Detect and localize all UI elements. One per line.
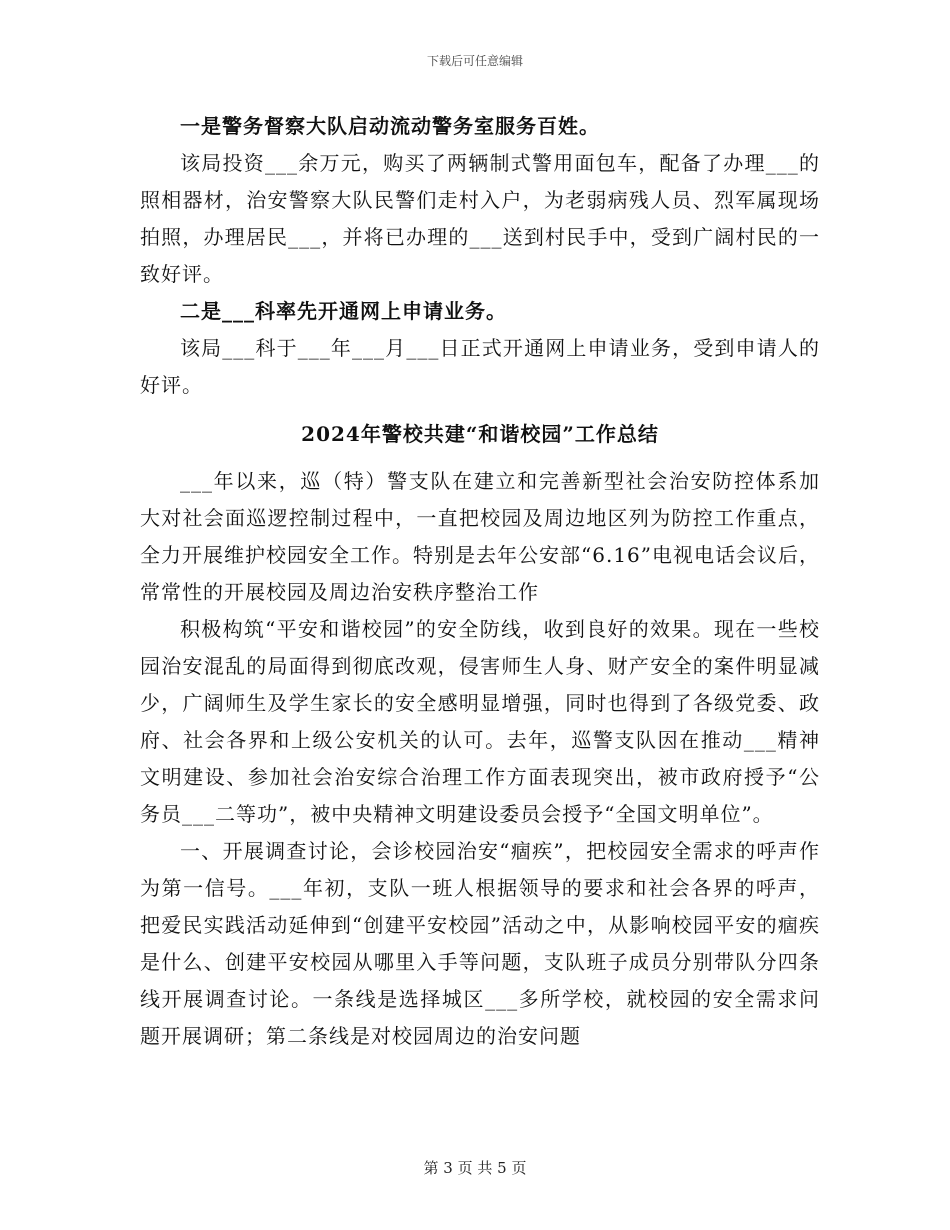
article-paragraph: 积极构筑“平安和谐校园”的安全防线，收到良好的效果。现在一些校园治安混乱的局面得到彻底改观，侵害师生人身、财产安全的案件明显减少，广阔师生及学生家长的安全感明显增强，同时也得到了各级党委、政府、社会各界和上级公安机关的认可。去年，巡警支队因在推动___精神文明建设、参加社会治安综合治理工作方面表现突出，被市政府授予“公务员___二等功”，被中央精神文明建设委员会授予“全国文明单位”。 (140, 617, 820, 826)
section-heading-2: 二是___科率先开通网上申请业务。 (180, 299, 507, 323)
section-paragraph-1: 该局投资___余万元，购买了两辆制式警用面包车，配备了办理___的照相器材，治安警察大队民警们走村入户，为老弱病残人员、烈军属现场拍照，办理居民___，并将已办理的___送到村民手中，受到广阔村民的一致好评。 (140, 151, 820, 286)
page-number: 第 3 页 共 5 页 (423, 1159, 527, 1177)
section-paragraph-2: 该局___科于___年___月___日正式开通网上申请业务，受到申请人的好评。 (140, 336, 820, 397)
article-title: 2024年警校共建“和谐校园”工作总结 (301, 422, 659, 446)
section-heading-1: 一是警务督察大队启动流动警务室服务百姓。 (180, 114, 600, 138)
page-header: 下载后可任意编辑 (426, 54, 523, 68)
article-paragraph: 一、开展调查讨论，会诊校园治安“痼疾”，把校园安全需求的呼声作为第一信号。___年初，支队一班人根据领导的要求和社会各界的呼声，把爱民实践活动延伸到“创建平安校园”活动之中，从影响校园平安的痼疾是什么、创建平安校园从哪里入手等问题，支队班子成员分别带队分四条线开展调查讨论。一条线是选择城区___多所学校，就校园的安全需求问题开展调研；第二条线是对校园周边的治安问题 (140, 839, 820, 1048)
article-paragraph: ___年以来，巡（特）警支队在建立和完善新型社会治安防控体系加大对社会面巡逻控制过程中，一直把校园及周边地区列为防控工作重点，全力开展维护校园安全工作。特别是去年公安部“6.16”电视电话会议后，常常性的开展校园及周边治安秩序整治工作 (140, 469, 820, 604)
document-body (140, 108, 820, 1055)
